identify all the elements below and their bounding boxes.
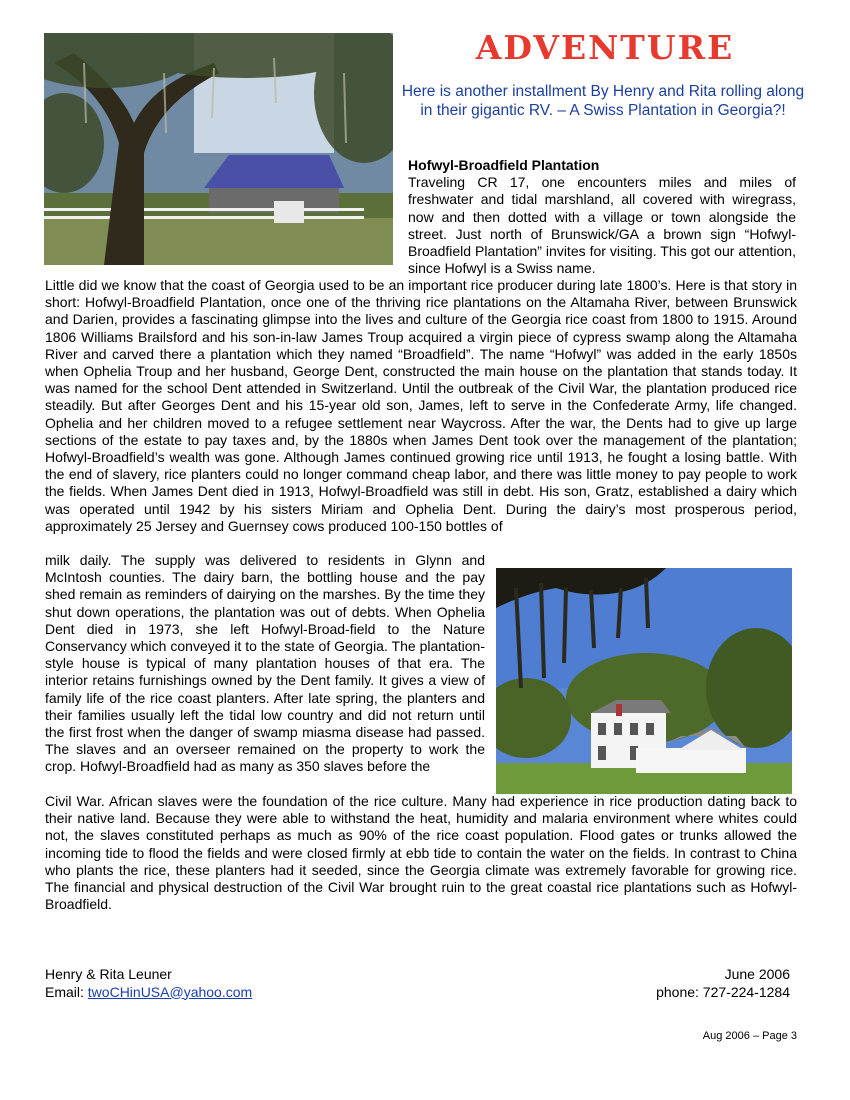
- author-name: Henry & Rita Leuner: [45, 966, 172, 982]
- email-label: Email:: [45, 983, 88, 1000]
- email-line: [45, 984, 252, 1002]
- phone-number: phone: 727-224-1284: [656, 983, 790, 1000]
- email-link[interactable]: twoCHinUSA@yahoo.com: [87, 983, 253, 1000]
- article-paragraph-full: Little did we know that the coast of Georgia used to be an important rice producer during late 1800’s. Here is that story in short: Hofwyl-Broadfield Plantation, once one of the thriving rice plantations on the Altamaha River, between Brunswick and Darien, provides a fascinating glimpse into the lives and culture of the Georgia rice coast from 1800 to 1915. Around 1806 Williams Brailsford and his son-in-law James Troup acquired a virgin piece of cypress swamp along the Altamaha River and carved there a plantation which they named “Broadfield”. The name “Hofwyl” was added in the early 1850s when Ophelia Troup and her husband, George Dent, constructed the main house on the plantation that stands today. It was named for the school Dent attended in Switzerland. Until the outbreak of the Civil War, the plantation produced rice steadily. But after Georges Dent and his 15-year old son, James, left to serve in the Confederate Army, life changed. Ophelia and her children moved to a refugee settlement near Waycross. After the war, the Dents had to give up large sections of the estate to pay taxes and, by the 1880s when James Dent took over the management of the plantation; Hofwyl-Broadfield’s wealth was gone. Although James continued growing rice until 1913, he fought a losing battle. With the end of slavery, rice planters could no longer command cheap labor, and there was little money to pay people to work the fields. When James Dent died in 1913, Hofwyl-Broadfield was still in debt. His son, Gratz, established a dairy which was operated until 1942 by his sisters Miriam and Ophelia Dent. During the dairy’s most prosperous period, approximately 25 Jersey and Guernsey cows produced 100-150 bottles of: [45, 277, 797, 534]
- article-subtitle: Hofwyl-Broadfield Plantation: [408, 157, 600, 173]
- plantation-barn-photo: [44, 33, 393, 265]
- page-title: ADVENTURE: [475, 28, 735, 67]
- page-number: Aug 2006 – Page 3: [702, 1030, 797, 1042]
- intro-text: Here is another installment By Henry and Rita rolling along in their gigantic RV. – A Swiss Plantation in Georgia?!: [401, 83, 805, 119]
- article-paragraph-bottom: Civil War. African slaves were the foundation of the rice culture. Many had experience in rice production dating back to their native land. Because they were able to withstand the heat, humidity and malaria environment where whites could not, the slaves constituted perhaps as much as 90% of the rice coast population. Flood gates or trunks allowed the incoming tide to flood the fields and were closed firmly at ebb tide to contain the water on the fields. In contrast to China who plants the rice, these planters had it seeded, since the Georgia climate was extremely favorable for growing rice. The financial and physical destruction of the Civil War brought ruin to the great coastal rice plantations such as Hofwyl-Broadfield.: [45, 793, 797, 913]
- author-block: [45, 966, 252, 1001]
- article-head: [408, 157, 796, 277]
- plantation-house-photo: [496, 568, 792, 794]
- issue-date: June 2006: [724, 966, 790, 982]
- article-paragraph-head: Traveling CR 17, one encounters miles and miles of freshwater and tidal marshland, all covered with wiregrass, now and then dotted with a village or town alongside the street. Just north of Brunswick/GA a brown sign “Hofwyl-Broadfield Plantation” invites for visiting. This got our attention, since Hofwyl is a Swiss name.: [408, 174, 796, 277]
- article-paragraph-left: milk daily. The supply was delivered to residents in Glynn and McIntosh counties. The dairy barn, the bottling house and the pay shed remain as reminders of dairying on the marshes. By the time they shut down operations, the plantation was out of debts. When Ophelia Dent died in 1973, she left Hofwyl-Broad-field to the Nature Conservancy which conveyed it to the state of Georgia. The plantation-style house is typical of many plantation houses of that era. The interior retains furnishings owned by the Dent family. It gives a view of family life of the rice coast planters. After late spring, the planters and their families usually left the tidal low country and did not return until the first frost when the danger of swamp miasma disease had passed. The slaves and an overseer remained on the property to work the crop. Hofwyl-Broadfield had as many as 350 slaves before the: [45, 552, 485, 775]
- contact-block: [656, 966, 790, 1001]
